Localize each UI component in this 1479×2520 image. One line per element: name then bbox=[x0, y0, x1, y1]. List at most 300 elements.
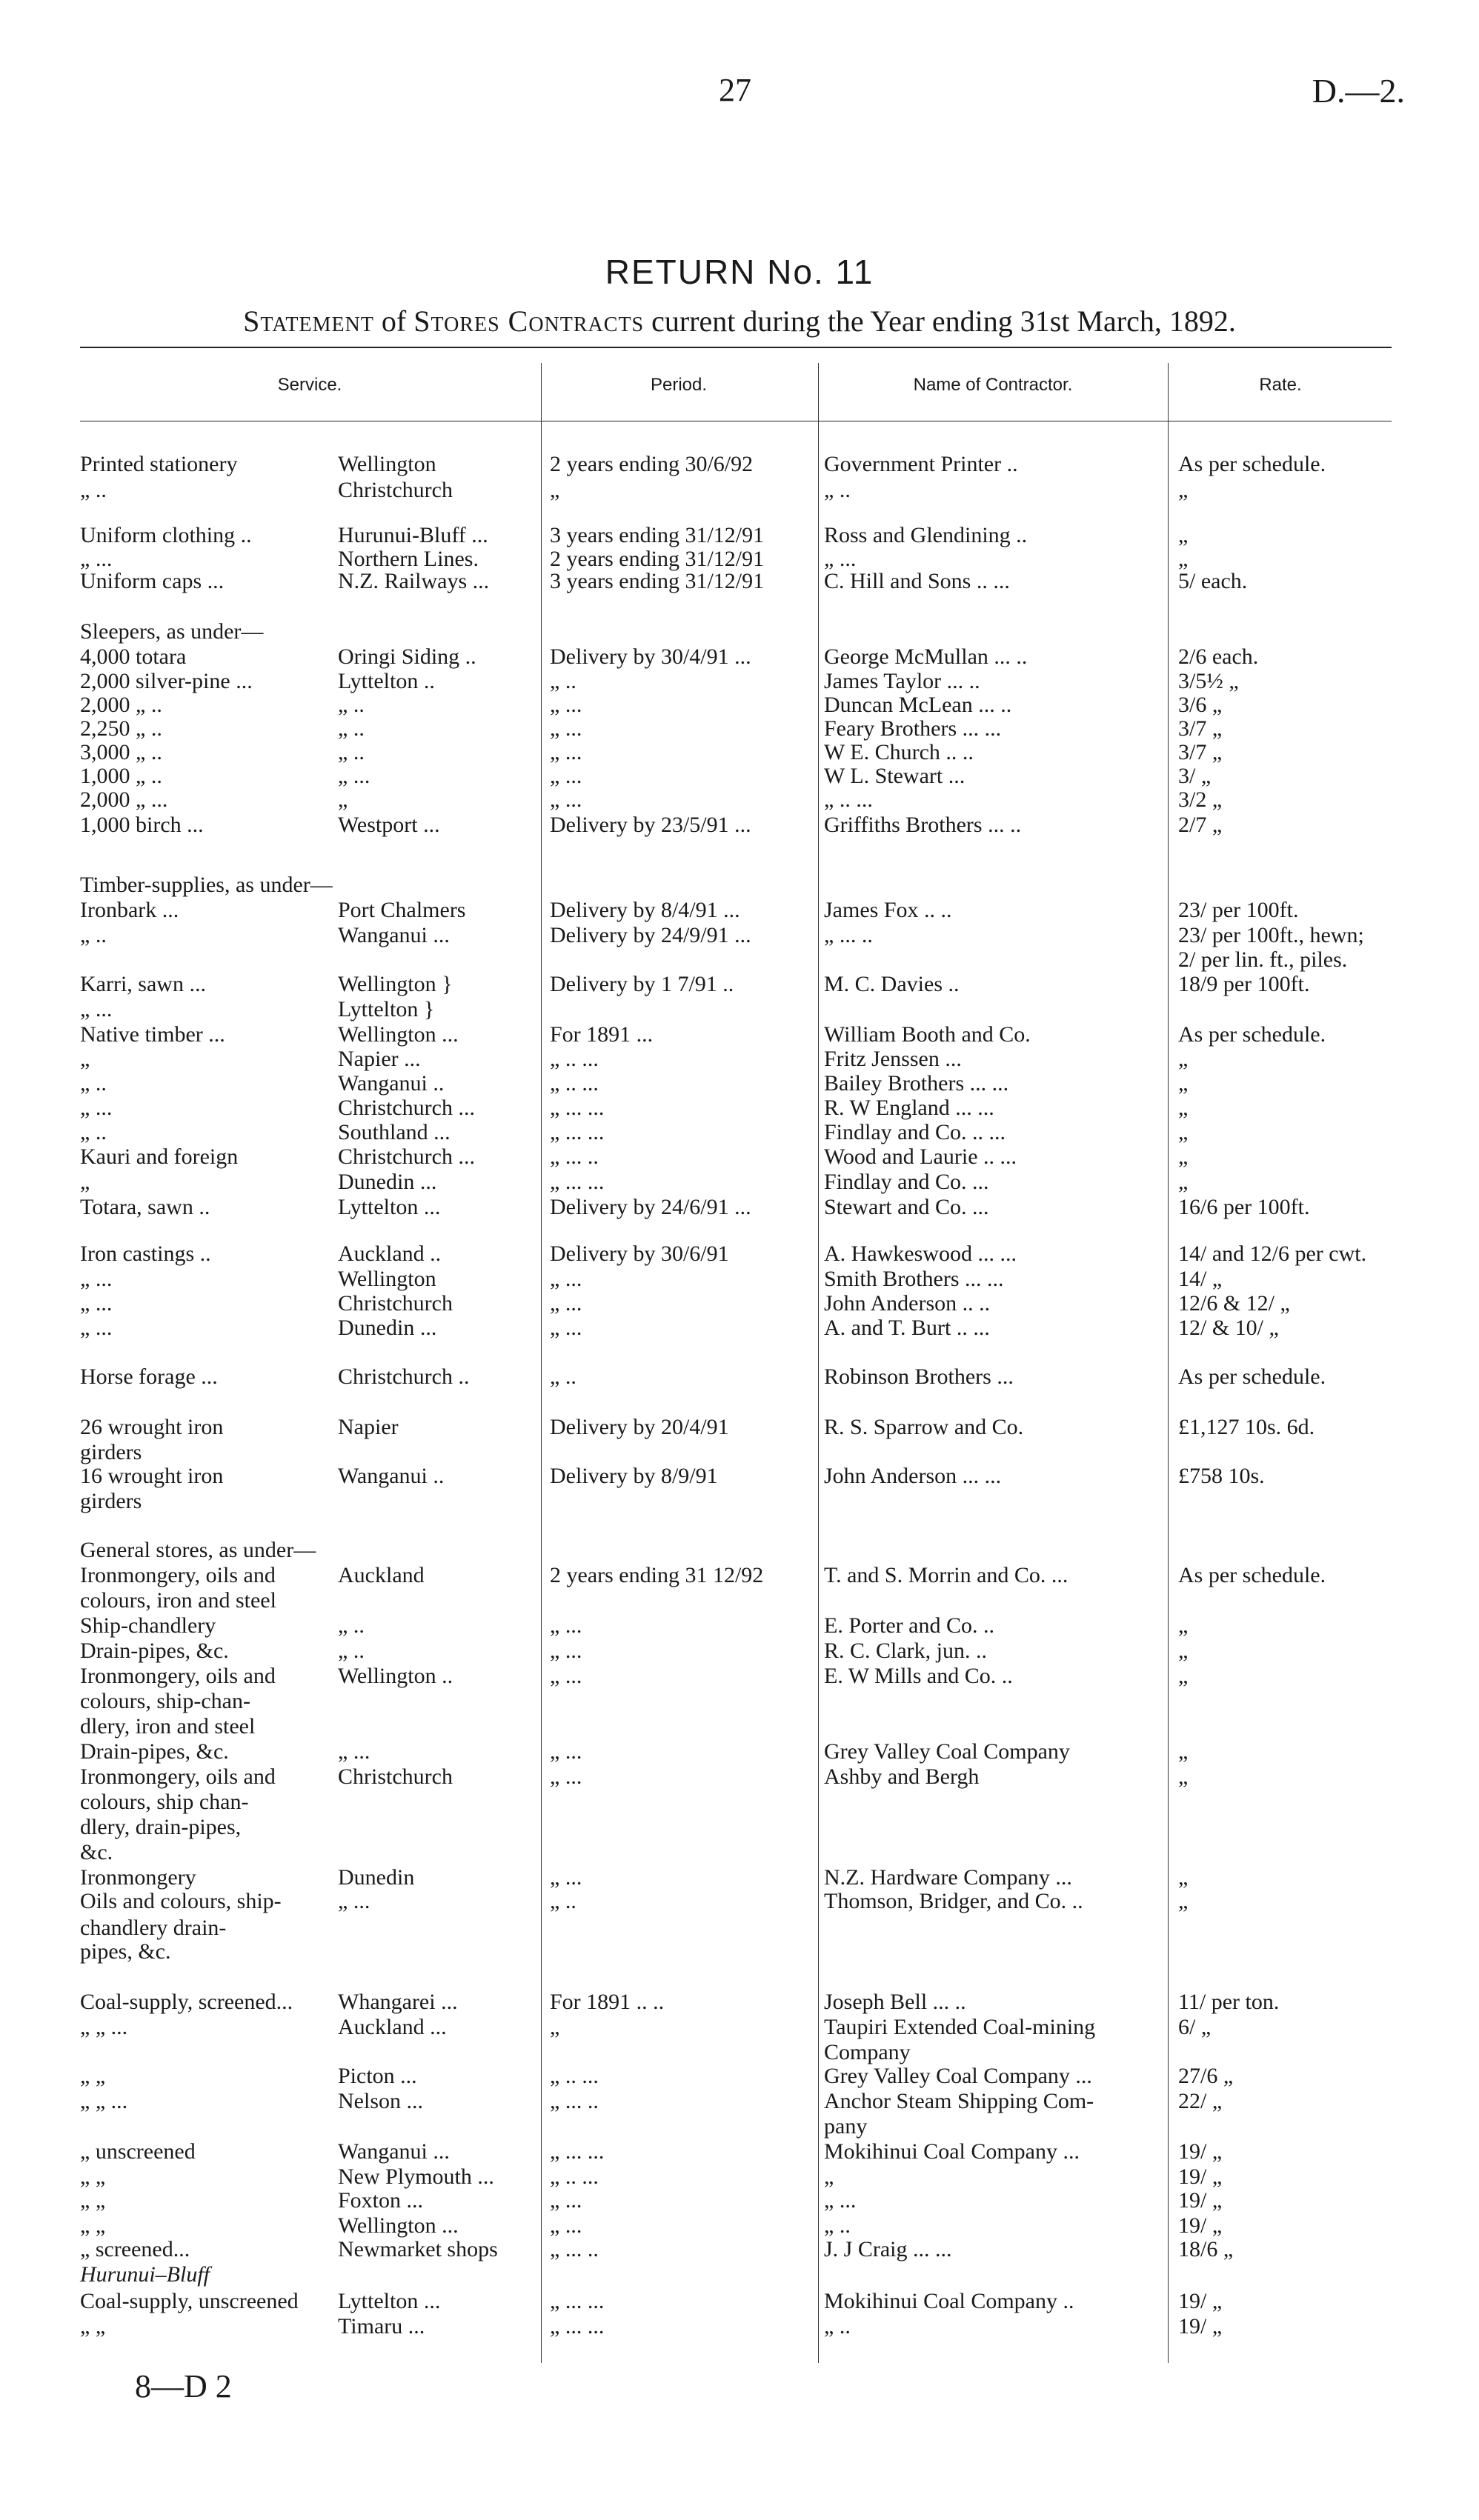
cell-service: „ „ ... bbox=[80, 2015, 128, 2039]
table-row bbox=[0, 1464, 1479, 1489]
cell-service: Karri, sawn ... bbox=[80, 972, 206, 996]
cell-period: „ ... bbox=[550, 1291, 582, 1316]
cell-contractor: Thomson, Bridger, and Co. .. bbox=[824, 1889, 1083, 1913]
table-row bbox=[0, 787, 1479, 813]
cell-service: Ironmongery, oils and bbox=[80, 1664, 276, 1688]
cell-period: „ ... bbox=[550, 716, 582, 741]
cell-period: „ .. ... bbox=[550, 1071, 599, 1096]
cell-contractor: A. Hawkeswood ... ... bbox=[824, 1241, 1017, 1266]
cell-period: „ ... ... bbox=[550, 1096, 605, 1120]
cell-location: Auckland .. bbox=[338, 1241, 442, 1266]
cell-location: Picton ... bbox=[338, 2064, 417, 2088]
cell-location: Christchurch ... bbox=[338, 1096, 475, 1120]
cell-period: Delivery by 24/6/91 ... bbox=[550, 1195, 751, 1219]
cell-rate: 5/ each. bbox=[1178, 569, 1248, 593]
cell-contractor: Duncan McLean ... .. bbox=[824, 693, 1012, 717]
cell-contractor: Smith Brothers ... ... bbox=[824, 1267, 1004, 1291]
cell-contractor: Feary Brothers ... ... bbox=[824, 716, 1002, 741]
table-row bbox=[0, 716, 1479, 741]
cell-location: Wanganui ... bbox=[338, 923, 450, 947]
table-row bbox=[0, 1291, 1479, 1316]
cell-contractor: Grey Valley Coal Company bbox=[824, 1739, 1070, 1764]
cell-rate: 3/5½ „ bbox=[1178, 669, 1239, 693]
cell-rate: 19/ „ bbox=[1178, 2314, 1223, 2339]
cell-location: Oringi Siding .. bbox=[338, 644, 476, 669]
table-row bbox=[0, 669, 1479, 694]
table-row bbox=[0, 972, 1479, 997]
cell-rate: „ bbox=[1178, 1170, 1189, 1194]
cell-location: „ .. bbox=[338, 693, 365, 717]
cell-location: Northern Lines. bbox=[338, 547, 479, 571]
cell-period: „ ... bbox=[550, 764, 582, 788]
cell-location: Wellington .. bbox=[338, 1664, 453, 1688]
cell-contractor: Findlay and Co. .. ... bbox=[824, 1120, 1006, 1144]
cell-contractor: E. W Mills and Co. .. bbox=[824, 1664, 1013, 1688]
table-row bbox=[0, 1916, 1479, 1941]
cell-service: 2,250 „ .. bbox=[80, 716, 162, 741]
cell-service: „ .. bbox=[80, 478, 107, 502]
table-row bbox=[0, 478, 1479, 503]
cell-rate: 19/ „ bbox=[1178, 2188, 1223, 2213]
cell-contractor: T. and S. Morrin and Co. ... bbox=[824, 1563, 1068, 1587]
table-row bbox=[0, 1613, 1479, 1639]
cell-period: „ .. ... bbox=[550, 2164, 599, 2189]
cell-service: Ironbark ... bbox=[80, 898, 179, 922]
cell-service: 2,000 „ .. bbox=[80, 693, 162, 717]
cell-contractor: Robinson Brothers ... bbox=[824, 1364, 1014, 1389]
table-row bbox=[0, 1538, 1479, 1563]
table-row bbox=[0, 523, 1479, 548]
cell-service: „ ... bbox=[80, 547, 113, 571]
table-row bbox=[0, 1415, 1479, 1440]
cell-contractor: „ bbox=[824, 2164, 834, 2189]
cell-contractor: pany bbox=[824, 2114, 868, 2139]
table-row bbox=[0, 1120, 1479, 1145]
cell-period: „ ... ... bbox=[550, 1170, 605, 1194]
cell-location: Christchurch bbox=[338, 1291, 453, 1316]
document-reference: D.—2. bbox=[1312, 72, 1405, 110]
cell-period: Delivery by 24/9/91 ... bbox=[550, 923, 751, 947]
cell-rate: 27/6 „ bbox=[1178, 2064, 1234, 2088]
cell-period: „ ... .. bbox=[550, 1144, 599, 1169]
cell-service: Ironmongery bbox=[80, 1865, 196, 1890]
table-row bbox=[0, 1047, 1479, 1072]
cell-location: Christchurch ... bbox=[338, 1144, 475, 1169]
cell-period: Delivery by 30/4/91 ... bbox=[550, 644, 751, 669]
cell-rate: £1,127 10s. 6d. bbox=[1178, 1415, 1315, 1439]
table-row bbox=[0, 1865, 1479, 1890]
cell-period: „ ... .. bbox=[550, 2237, 599, 2261]
cell-period: „ ... bbox=[550, 740, 582, 764]
cell-period: Delivery by 20/4/91 bbox=[550, 1415, 729, 1439]
table-row bbox=[0, 923, 1479, 948]
cell-location: Lyttelton ... bbox=[338, 1195, 441, 1219]
return-title: RETURN No. 11 bbox=[605, 253, 874, 291]
page-number: 27 bbox=[719, 72, 751, 108]
cell-location: Dunedin bbox=[338, 1865, 415, 1890]
cell-service: Coal-supply, unscreened bbox=[80, 2289, 299, 2313]
cell-contractor: E. Porter and Co. .. bbox=[824, 1613, 994, 1638]
cell-contractor: N.Z. Hardware Company ... bbox=[824, 1865, 1072, 1890]
cell-service: colours, iron and steel bbox=[80, 1588, 276, 1613]
cell-service: Coal-supply, screened... bbox=[80, 1990, 293, 2014]
cell-rate: 6/ „ bbox=[1178, 2015, 1212, 2039]
table-row bbox=[0, 619, 1479, 644]
cell-contractor: M. C. Davies .. bbox=[824, 972, 960, 996]
cell-service: Kauri and foreign bbox=[80, 1144, 239, 1169]
cell-rate: „ bbox=[1178, 1889, 1189, 1913]
table-row bbox=[0, 2237, 1479, 2262]
table-row bbox=[0, 2164, 1479, 2190]
table-row bbox=[0, 1840, 1479, 1865]
cell-location: „ ... bbox=[338, 1739, 370, 1764]
cell-period: „ ... bbox=[550, 1865, 582, 1890]
cell-service: „ ... bbox=[80, 1316, 113, 1340]
cell-location: „ ... bbox=[338, 1889, 370, 1913]
cell-service: &c. bbox=[80, 1840, 113, 1864]
cell-rate: 3/ „ bbox=[1178, 764, 1212, 788]
cell-rate: „ bbox=[1178, 1120, 1189, 1144]
table-row bbox=[0, 1195, 1479, 1220]
cell-rate: „ bbox=[1178, 1639, 1189, 1663]
cell-service: 16 wrought iron bbox=[80, 1464, 224, 1488]
cell-rate: 14/ „ bbox=[1178, 1267, 1223, 1291]
table-row bbox=[0, 740, 1479, 765]
table-row bbox=[0, 644, 1479, 670]
cell-service: colours, ship chan- bbox=[80, 1790, 249, 1814]
table-row bbox=[0, 1714, 1479, 1739]
cell-location: Dunedin ... bbox=[338, 1170, 437, 1194]
cell-location: Wellington ... bbox=[338, 1022, 459, 1047]
table-row bbox=[0, 1241, 1479, 1267]
cell-contractor: „ .. bbox=[824, 2314, 851, 2339]
cell-service: Native timber ... bbox=[80, 1022, 225, 1047]
table-row bbox=[0, 898, 1479, 923]
cell-location: Wellington } bbox=[338, 972, 453, 996]
cell-service: „ „ bbox=[80, 2164, 106, 2189]
cell-period: „ bbox=[550, 2015, 560, 2039]
cell-period: „ ... bbox=[550, 1639, 582, 1663]
cell-service: Ironmongery, oils and bbox=[80, 1563, 276, 1587]
cell-period: „ ... ... bbox=[550, 2314, 605, 2339]
cell-period: „ ... ... bbox=[550, 1120, 605, 1144]
cell-contractor: Grey Valley Coal Company ... bbox=[824, 2064, 1092, 2088]
cell-rate: 12/6 & 12/ „ bbox=[1178, 1291, 1290, 1316]
cell-service: Hurunui–Bluff bbox=[80, 2262, 210, 2287]
cell-rate: „ bbox=[1178, 547, 1189, 571]
cell-period: „ bbox=[550, 478, 560, 502]
table-row bbox=[0, 1689, 1479, 1714]
table-row bbox=[0, 764, 1479, 789]
table-row bbox=[0, 2139, 1479, 2164]
cell-service: Drain-pipes, &c. bbox=[80, 1639, 229, 1663]
table-row bbox=[0, 873, 1479, 898]
cell-service: Ironmongery, oils and bbox=[80, 1764, 276, 1789]
cell-location: Whangarei ... bbox=[338, 1990, 458, 2014]
cell-service: General stores, as under— bbox=[80, 1538, 316, 1562]
cell-service: girders bbox=[80, 1440, 142, 1464]
cell-rate: 19/ „ bbox=[1178, 2164, 1223, 2189]
cell-period: „ ... bbox=[550, 693, 582, 717]
cell-contractor: James Fox .. .. bbox=[824, 898, 952, 922]
cell-location: „ .. bbox=[338, 716, 365, 741]
cell-contractor: „ ... bbox=[824, 547, 857, 571]
cell-location: Auckland bbox=[338, 1563, 425, 1587]
cell-location: Wanganui .. bbox=[338, 1071, 445, 1096]
cell-service: „ „ ... bbox=[80, 2089, 128, 2113]
cell-location: Hurunui-Bluff ... bbox=[338, 523, 488, 547]
cell-location: Westport ... bbox=[338, 813, 440, 837]
table-row bbox=[0, 2089, 1479, 2114]
cell-service: 2,000 silver-pine ... bbox=[80, 669, 253, 693]
cell-location: Dunedin ... bbox=[338, 1316, 437, 1340]
cell-service: Iron castings .. bbox=[80, 1241, 211, 1266]
cell-service: 2,000 „ ... bbox=[80, 787, 168, 812]
column-header-period: Period. bbox=[650, 375, 708, 395]
cell-rate: 3/6 „ bbox=[1178, 693, 1223, 717]
cell-contractor: „ ... bbox=[824, 2188, 857, 2213]
cell-rate: „ bbox=[1178, 1144, 1189, 1169]
cell-contractor: Findlay and Co. ... bbox=[824, 1170, 989, 1194]
cell-period: „ .. bbox=[550, 1889, 576, 1913]
cell-service: „ unscreened bbox=[80, 2139, 196, 2164]
cell-service: „ .. bbox=[80, 1120, 107, 1144]
table-row bbox=[0, 1440, 1479, 1465]
cell-period: „ ... bbox=[550, 787, 582, 812]
cell-period: „ ... bbox=[550, 1316, 582, 1340]
cell-service: Drain-pipes, &c. bbox=[80, 1739, 229, 1764]
cell-contractor: W L. Stewart ... bbox=[824, 764, 965, 788]
cell-rate: As per schedule. bbox=[1178, 452, 1326, 476]
cell-contractor: Stewart and Co. ... bbox=[824, 1195, 989, 1219]
cell-service: dlery, iron and steel bbox=[80, 1714, 256, 1739]
cell-location: Foxton ... bbox=[338, 2188, 424, 2213]
cell-rate: 23/ per 100ft. bbox=[1178, 898, 1299, 922]
cell-period: 3 years ending 31/12/91 bbox=[550, 569, 765, 593]
cell-rate: „ bbox=[1178, 1613, 1189, 1638]
cell-contractor: Government Printer .. bbox=[824, 452, 1018, 476]
cell-location: Wellington bbox=[338, 452, 436, 476]
table-row bbox=[0, 1764, 1479, 1790]
cell-contractor: Taupiri Extended Coal-mining bbox=[824, 2015, 1096, 2039]
table-row bbox=[0, 2188, 1479, 2213]
column-header-contractor: Name of Contractor. bbox=[913, 375, 1073, 395]
table-row bbox=[0, 1022, 1479, 1047]
cell-rate: 19/ „ bbox=[1178, 2139, 1223, 2164]
cell-location: Christchurch .. bbox=[338, 1364, 470, 1389]
cell-rate: 12/ & 10/ „ bbox=[1178, 1316, 1279, 1340]
cell-location: „ .. bbox=[338, 740, 365, 764]
cell-location: Napier ... bbox=[338, 1047, 421, 1071]
table-row bbox=[0, 1170, 1479, 1195]
table-row bbox=[0, 1889, 1479, 1914]
cell-service: chandlery drain- bbox=[80, 1916, 227, 1940]
cell-rate: As per schedule. bbox=[1178, 1364, 1326, 1389]
cell-contractor: Mokihinui Coal Company .. bbox=[824, 2289, 1074, 2313]
cell-service: dlery, drain-pipes, bbox=[80, 1815, 242, 1839]
cell-period: Delivery by 8/4/91 ... bbox=[550, 898, 740, 922]
subtitle-of: of bbox=[381, 304, 407, 338]
cell-contractor: John Anderson .. .. bbox=[824, 1291, 991, 1316]
cell-rate: „ bbox=[1178, 1739, 1189, 1764]
cell-period: „ ... ... bbox=[550, 2139, 605, 2164]
cell-service: Printed stationery bbox=[80, 452, 238, 476]
cell-service: „ bbox=[80, 1047, 90, 1071]
cell-period: Delivery by 8/9/91 bbox=[550, 1464, 718, 1488]
table-row bbox=[0, 1096, 1479, 1121]
cell-rate: „ bbox=[1178, 478, 1189, 502]
cell-period: „ ... bbox=[550, 1267, 582, 1291]
subtitle-rest: current during the Year ending 31st March, 1892. bbox=[651, 304, 1236, 338]
cell-service: „ .. bbox=[80, 1071, 107, 1096]
cell-period: Delivery by 30/6/91 bbox=[550, 1241, 729, 1266]
cell-location: Christchurch bbox=[338, 478, 453, 502]
table-row bbox=[0, 997, 1479, 1022]
table-row bbox=[0, 452, 1479, 477]
cell-contractor: Ashby and Bergh bbox=[824, 1764, 980, 1789]
cell-contractor: Wood and Laurie .. ... bbox=[824, 1144, 1017, 1169]
cell-period: „ ... bbox=[550, 1764, 582, 1789]
cell-period: 3 years ending 31/12/91 bbox=[550, 523, 765, 547]
table-row bbox=[0, 2040, 1479, 2065]
cell-contractor: Bailey Brothers ... ... bbox=[824, 1071, 1009, 1096]
table-row bbox=[0, 2262, 1479, 2287]
cell-location: Southland ... bbox=[338, 1120, 451, 1144]
cell-service: „ „ bbox=[80, 2213, 106, 2238]
cell-contractor: Mokihinui Coal Company ... bbox=[824, 2139, 1080, 2164]
cell-service: „ „ bbox=[80, 2314, 106, 2339]
table-row bbox=[0, 2213, 1479, 2239]
cell-period: „ ... bbox=[550, 1613, 582, 1638]
cell-service: Ship-chandlery bbox=[80, 1613, 216, 1638]
cell-rate: „ bbox=[1178, 1071, 1189, 1096]
cell-service: „ ... bbox=[80, 1096, 113, 1120]
cell-rate: 3/7 „ bbox=[1178, 740, 1223, 764]
cell-rate: As per schedule. bbox=[1178, 1563, 1326, 1587]
cell-service: „ „ bbox=[80, 2064, 106, 2088]
cell-service: „ screened... bbox=[80, 2237, 190, 2261]
cell-rate: 23/ per 100ft., hewn; bbox=[1178, 923, 1364, 947]
cell-contractor: Joseph Bell ... .. bbox=[824, 1990, 966, 2014]
cell-rate: As per schedule. bbox=[1178, 1022, 1326, 1047]
cell-location: Wellington ... bbox=[338, 2213, 459, 2238]
cell-rate: „ bbox=[1178, 1096, 1189, 1120]
table-row bbox=[0, 1563, 1479, 1588]
cell-location: New Plymouth ... bbox=[338, 2164, 494, 2189]
cell-contractor: George McMullan ... .. bbox=[824, 644, 1028, 669]
cell-period: Delivery by 1 7/91 .. bbox=[550, 972, 734, 996]
cell-service: „ ... bbox=[80, 1291, 113, 1316]
table-row bbox=[0, 1639, 1479, 1664]
cell-location: „ .. bbox=[338, 1639, 365, 1663]
cell-rate: „ bbox=[1178, 523, 1189, 547]
table-row bbox=[0, 1939, 1479, 1964]
cell-location: Christchurch bbox=[338, 1764, 453, 1789]
table-row bbox=[0, 547, 1479, 572]
cell-contractor: R. W England ... ... bbox=[824, 1096, 994, 1120]
table-row bbox=[0, 2064, 1479, 2089]
cell-period: „ .. bbox=[550, 669, 576, 693]
cell-period: 2 years ending 31/12/91 bbox=[550, 547, 765, 571]
table-row bbox=[0, 1739, 1479, 1764]
cell-service: 26 wrought iron bbox=[80, 1415, 224, 1439]
cell-location: Lyttelton .. bbox=[338, 669, 435, 693]
column-header-service: Service. bbox=[277, 375, 342, 395]
cell-rate: 22/ „ bbox=[1178, 2089, 1223, 2113]
table-row bbox=[0, 1664, 1479, 1689]
cell-rate: 2/ per lin. ft., piles. bbox=[1178, 947, 1348, 972]
cell-rate: 3/7 „ bbox=[1178, 716, 1223, 741]
cell-rate: 14/ and 12/6 per cwt. bbox=[1178, 1241, 1367, 1266]
cell-contractor: Ross and Glendining .. bbox=[824, 523, 1028, 547]
cell-location: Napier bbox=[338, 1415, 399, 1439]
cell-service: Timber-supplies, as under— bbox=[80, 873, 333, 897]
cell-period: „ ... bbox=[550, 1664, 582, 1688]
cell-period: „ ... .. bbox=[550, 2089, 599, 2113]
cell-service: Sleepers, as under— bbox=[80, 619, 264, 644]
cell-rate: 11/ per ton. bbox=[1178, 1990, 1280, 2014]
cell-location: „ bbox=[338, 787, 348, 812]
table-row bbox=[0, 2289, 1479, 2314]
cell-rate: 19/ „ bbox=[1178, 2213, 1223, 2238]
cell-period: „ .. ... bbox=[550, 1047, 599, 1071]
table-row bbox=[0, 1588, 1479, 1613]
cell-location: Lyttelton ... bbox=[338, 2289, 441, 2313]
cell-service: „ ... bbox=[80, 997, 113, 1021]
cell-service: 1,000 „ .. bbox=[80, 764, 162, 788]
table-row bbox=[0, 1267, 1479, 1292]
cell-location: Wanganui ... bbox=[338, 2139, 450, 2164]
cell-rate: 3/2 „ bbox=[1178, 787, 1223, 812]
cell-contractor: J. J Craig ... ... bbox=[824, 2237, 952, 2261]
signature-mark: 8—D 2 bbox=[135, 2368, 232, 2404]
cell-period: „ ... bbox=[550, 1739, 582, 1764]
cell-period: Delivery by 23/5/91 ... bbox=[550, 813, 751, 837]
cell-period: „ .. ... bbox=[550, 2064, 599, 2088]
cell-contractor: James Taylor ... .. bbox=[824, 669, 980, 693]
cell-contractor: C. Hill and Sons .. ... bbox=[824, 569, 1010, 593]
cell-period: „ ... bbox=[550, 2188, 582, 2213]
cell-service: „ „ bbox=[80, 2188, 106, 2213]
cell-contractor: John Anderson ... ... bbox=[824, 1464, 1002, 1488]
cell-service: „ .. bbox=[80, 923, 107, 947]
cell-service: pipes, &c. bbox=[80, 1939, 171, 1964]
table-row bbox=[0, 1790, 1479, 1815]
cell-period: „ ... ... bbox=[550, 2289, 605, 2313]
cell-location: Auckland ... bbox=[338, 2015, 447, 2039]
cell-rate: 18/9 per 100ft. bbox=[1178, 972, 1310, 996]
cell-contractor: W E. Church .. .. bbox=[824, 740, 974, 764]
cell-location: Port Chalmers bbox=[338, 898, 466, 922]
cell-period: „ ... bbox=[550, 2213, 582, 2238]
cell-period: „ .. bbox=[550, 1364, 576, 1389]
cell-rate: 2/7 „ bbox=[1178, 813, 1223, 837]
cell-contractor: William Booth and Co. bbox=[824, 1022, 1031, 1047]
cell-contractor: „ .. bbox=[824, 2213, 851, 2238]
cell-contractor: „ .. bbox=[824, 478, 851, 502]
cell-contractor: R. C. Clark, jun. .. bbox=[824, 1639, 988, 1663]
column-header-rate: Rate. bbox=[1259, 375, 1302, 395]
cell-location: „ .. bbox=[338, 1613, 365, 1638]
table-row bbox=[0, 947, 1479, 973]
cell-contractor: Anchor Steam Shipping Com- bbox=[824, 2089, 1094, 2113]
cell-rate: £758 10s. bbox=[1178, 1464, 1265, 1488]
cell-rate: „ bbox=[1178, 1764, 1189, 1789]
cell-contractor: Fritz Jenssen ... bbox=[824, 1047, 962, 1071]
cell-rate: 16/6 per 100ft. bbox=[1178, 1195, 1310, 1219]
table-row bbox=[0, 1316, 1479, 1341]
cell-service: „ ... bbox=[80, 1267, 113, 1291]
